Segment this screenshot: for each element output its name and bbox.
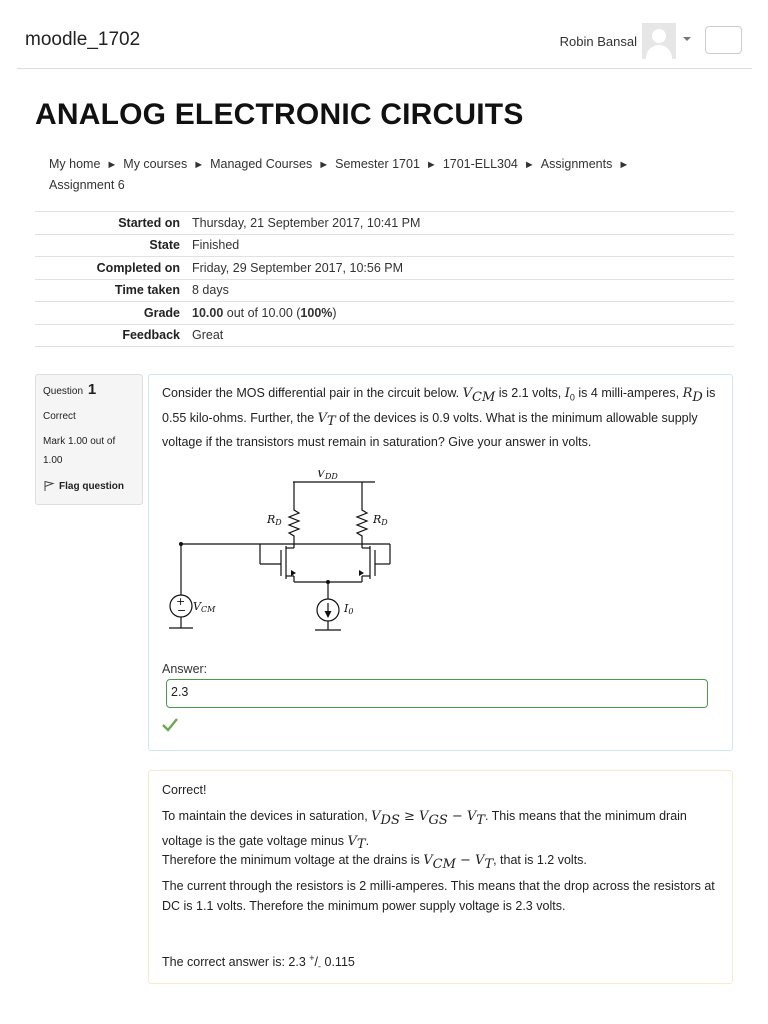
question-info-panel (35, 374, 143, 505)
row-value: Friday, 29 September 2017, 10:56 PM (192, 260, 403, 275)
row-label: Time taken (114, 283, 180, 298)
feedback-line: The current through the resistors is 2 milli-amperes. This means that the drop across the resistors at DC is 1.1 volts. Therefore the minimum power supply voltage is 2.3 volts. (162, 879, 715, 913)
breadcrumb-course[interactable]: 1701-ELL304 (442, 157, 518, 171)
site-name[interactable]: moodle_1702 (25, 29, 141, 50)
row-value: Thursday, 21 September 2017, 10:41 PM (192, 215, 421, 230)
check-icon (162, 718, 178, 732)
table-row (35, 234, 734, 257)
row-label: Feedback (122, 328, 180, 343)
breadcrumb-separator: ► (523, 159, 535, 171)
chevron-down-icon[interactable] (683, 37, 691, 41)
breadcrumb (49, 154, 699, 195)
svg-text:+: + (176, 595, 186, 608)
breadcrumb-separator: ► (106, 159, 118, 171)
breadcrumb-separator: ► (618, 159, 630, 171)
row-label: Started on (118, 215, 180, 230)
label-vcm: VCM (193, 600, 216, 614)
label-vdd: VDD (317, 470, 338, 481)
row-label: State (149, 238, 180, 253)
answer-input[interactable]: 2.3 (166, 679, 708, 708)
flag-question-button[interactable]: Flag question (43, 480, 135, 492)
table-row (35, 302, 734, 325)
feedback-line: Therefore the minimum voltage at the drains is $V_{CM} - V_T$, that is 1.2 volts. (162, 853, 587, 872)
attempt-summary-table (35, 211, 734, 347)
question-number: Question 1 (43, 381, 97, 398)
label-i0: I0 (344, 602, 354, 616)
avatar[interactable] (642, 23, 676, 59)
nav-toggle-button[interactable] (705, 26, 742, 54)
grade-value: 10.00 out of 10.00 (100%) (192, 305, 337, 320)
label-rd-right: RD (373, 513, 388, 527)
breadcrumb-separator: ► (193, 159, 205, 171)
page-title: ANALOG ELECTRONIC CIRCUITS (35, 98, 524, 131)
flag-icon (43, 480, 55, 492)
user-name[interactable]: Robin Bansal (559, 34, 637, 49)
breadcrumb-separator: ► (318, 159, 330, 171)
table-row (35, 324, 734, 347)
row-value: Great (192, 328, 224, 343)
feedback-line: To maintain the devices in saturation, $V_{DS} \ge V_{GS} - V_T$. This means that the minimum drain voltage is the gate voltage minus $V_T$. (162, 809, 687, 852)
breadcrumb-my-home[interactable]: My home (49, 157, 101, 171)
label-rd-left: RD (267, 513, 282, 527)
table-row (35, 212, 734, 235)
breadcrumb-semester[interactable]: Semester 1701 (335, 157, 420, 171)
row-label: Grade (143, 305, 180, 320)
question-mark: Mark 1.00 out of 1.00 (43, 436, 116, 466)
circuit-diagram (165, 470, 405, 650)
breadcrumb-assignment-6[interactable]: Assignment 6 (49, 178, 125, 192)
table-row (35, 257, 734, 280)
feedback-panel (148, 770, 733, 984)
row-value: Finished (192, 238, 240, 253)
row-label: Completed on (96, 260, 180, 275)
question-status: Correct (43, 411, 76, 422)
svg-text:−: − (177, 604, 187, 617)
breadcrumb-managed-courses[interactable]: Managed Courses (210, 157, 313, 171)
table-row (35, 279, 734, 302)
question-content (148, 374, 733, 751)
correct-answer: The correct answer is: 2.3 $^+/_-$ 0.115 (162, 953, 355, 972)
top-navbar (17, 15, 752, 69)
breadcrumb-separator: ► (425, 159, 437, 171)
breadcrumb-assignments[interactable]: Assignments (540, 157, 613, 171)
feedback-correct: Correct! (162, 783, 207, 797)
question-text: Consider the MOS differential pair in the circuit below. $V_{CM}$ is 2.1 volts, $I_0$ is 4 milli-amperes, $R_D$ is 0.55 kilo-ohms. Further, the $V_T$ of the devices is 0.9 volts. What is the minimum allowable supply voltage if the transistors must remain in saturation? Give your answer in volts. (162, 386, 716, 449)
answer-label: Answer: (162, 662, 208, 676)
row-value: 8 days (192, 283, 229, 298)
breadcrumb-my-courses[interactable]: My courses (123, 157, 188, 171)
